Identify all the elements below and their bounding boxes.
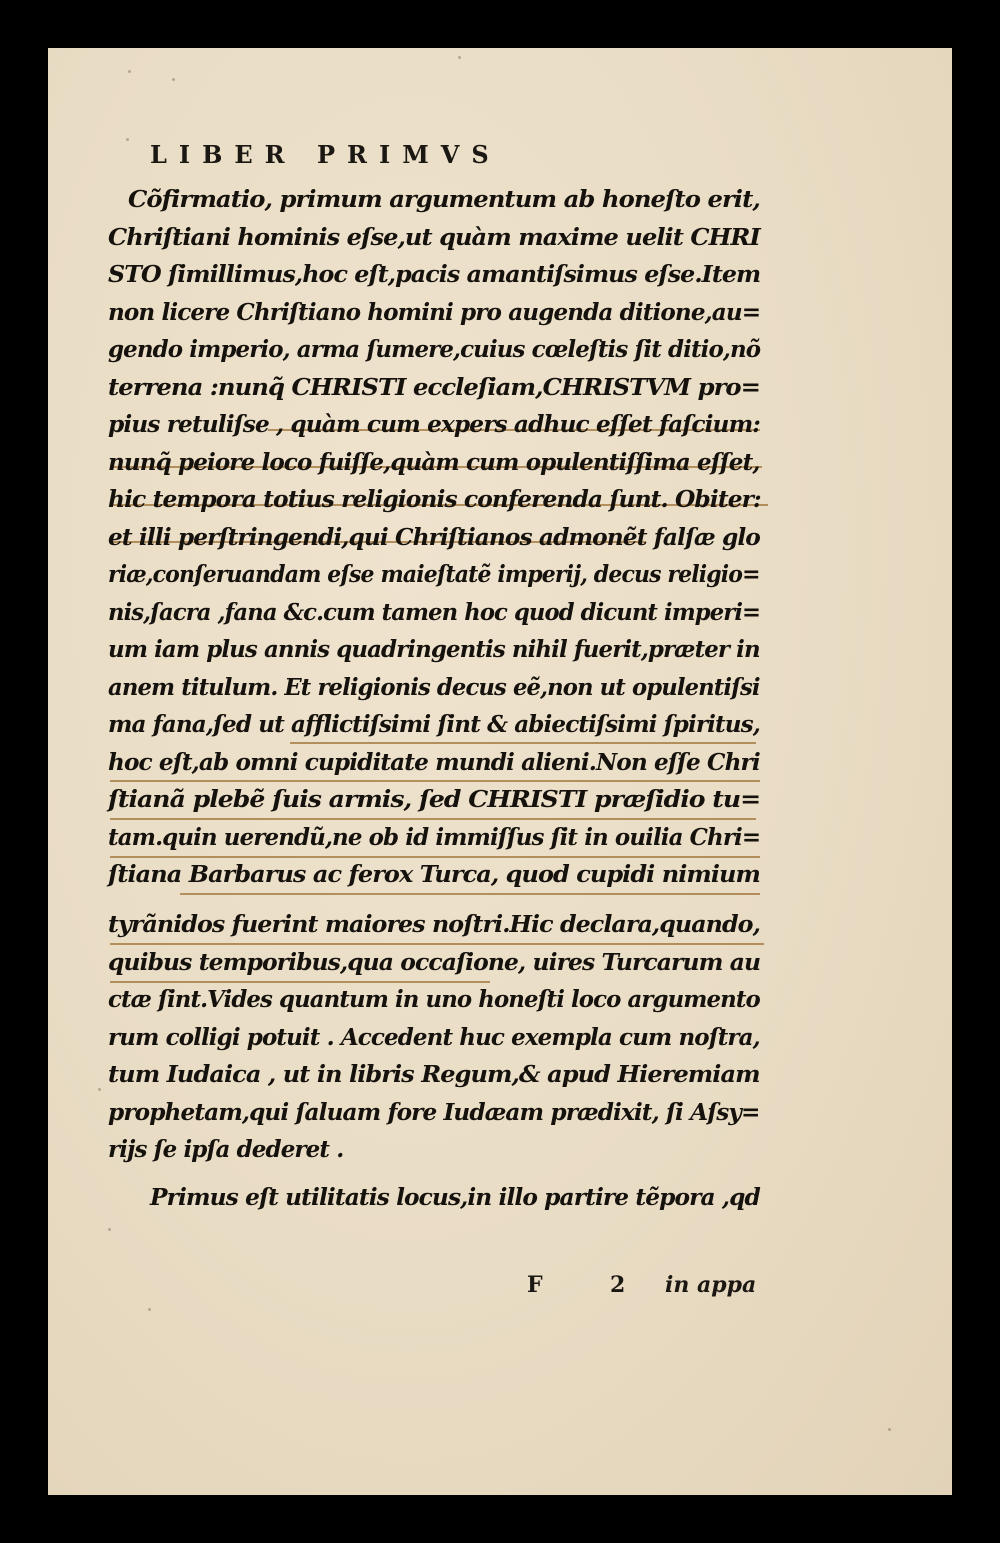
text-line-22: ctæ ſint.Vides quantum in uno honeſti loco argumento xyxy=(108,986,760,1013)
paper-speck xyxy=(172,78,175,81)
text-line-25: prophetam,qui ſaluam fore Iudæam prædixit, ſi Aſsy= xyxy=(108,1099,760,1126)
text-line-14: anem titulum. Et religionis decus eẽ,non ut opulentiſsi xyxy=(108,674,760,701)
signature-mark: F xyxy=(527,1272,543,1298)
text-line-16: hoc eſt,ab omni cupiditate mundi alieni.Non eſſe Chri xyxy=(108,749,760,776)
paper-speck xyxy=(128,70,131,73)
text-line-3: STO ſimillimus,hoc eſt,pacis amantiſsimus eſse.Item xyxy=(108,261,761,288)
text-line-17: ſtianã plebẽ ſuis armis, ſed CHRISTI præſidio tu= xyxy=(108,786,761,813)
text-line-10: et illi perſtringendi,qui Chriſtianos admonẽt falſæ glo xyxy=(108,524,760,551)
text-line-20: tyrãnidos fuerint maiores noſtri.Hic declara,quando, xyxy=(108,911,760,938)
text-line-4: non licere Chriſtiano homini pro augenda ditione,au= xyxy=(108,299,761,326)
text-line-5: gendo imperio, arma ſumere,cuius cœleſtis ſit ditio,nõ xyxy=(108,336,761,363)
running-header: LIBER PRIMVS xyxy=(150,140,501,169)
text-line-18: tam.quin uerendũ,ne ob id immiſſus ſit in ouilia Chri= xyxy=(108,824,761,851)
text-line-15: ma fana,ſed ut afflictiſsimi ſint & abiectiſsimi ſpiritus, xyxy=(108,711,760,738)
paper-speck xyxy=(108,1228,111,1231)
text-line-13: um iam plus annis quadringentis nihil fuerit,præter in xyxy=(108,636,760,663)
text-line-23: rum colligi potuit . Accedent huc exempla cum noſtra, xyxy=(108,1024,760,1051)
text-line-2: Chriſtiani hominis eſse,ut quàm maxime uelit CHRI xyxy=(108,224,760,251)
signature-number: 2 xyxy=(610,1272,626,1298)
paper-speck xyxy=(458,56,461,59)
text-line-7: pius retuliſse , quàm cum expers adhuc eſſet faſcium: xyxy=(108,411,760,438)
text-line-24: tum Iudaica , ut in libris Regum,& apud Hieremiam xyxy=(108,1061,760,1088)
catchword: in appa xyxy=(665,1272,757,1298)
text-line-26: rijs ſe ipſa dederet . xyxy=(108,1136,344,1163)
paper-speck xyxy=(126,138,129,141)
handwritten-underline xyxy=(180,893,760,895)
text-line-1: Cõfirmatio, primum argumentum ab honeſto erit, xyxy=(128,186,760,213)
text-line-11: riæ,conſeruandam eſse maieſtatẽ imperij, decus religio= xyxy=(108,561,760,588)
text-line-6: terrena :nunq̃ CHRISTI eccleſiam,CHRISTVM pro= xyxy=(108,374,761,401)
text-line-12: nis,ſacra ,fana &c.cum tamen hoc quod dicunt imperi= xyxy=(108,599,761,626)
paper-speck xyxy=(98,1088,101,1091)
text-line-27: Primus eſt utilitatis locus,in illo partire tẽpora ,qd xyxy=(150,1184,760,1211)
paper-speck xyxy=(148,1308,151,1311)
text-line-21: quibus temporibus,qua occaſione, uires Turcarum au xyxy=(108,949,761,976)
text-line-19: ſtiana Barbarus ac ferox Turca, quod cupidi nimium xyxy=(108,861,760,888)
text-line-9: hic tempora totius religionis conferenda ſunt. Obiter: xyxy=(108,486,761,513)
text-line-8: nunq̃ peiore loco fuiſſe,quàm cum opulentiſſima eſſet, xyxy=(108,449,760,476)
paper-speck xyxy=(888,1428,891,1431)
